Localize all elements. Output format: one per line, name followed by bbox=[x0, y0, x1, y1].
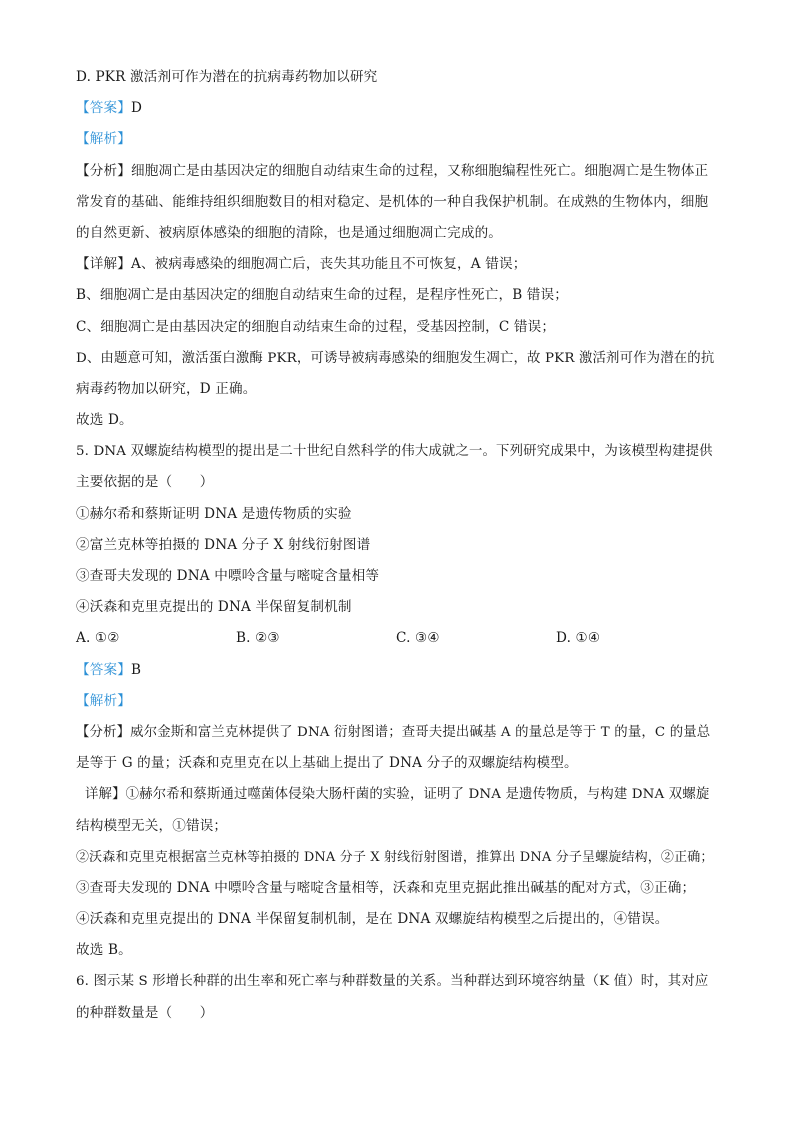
q5-option-b: B. ②③ bbox=[236, 630, 280, 647]
q4-option-d: D. PKR 激活剂可作为潜在的抗病毒药物加以研究 bbox=[76, 69, 378, 85]
q5-xiangjie-line: ③查哥夫发现的 DNA 中嘌呤含量与嘧啶含量相等，沃森和克里克据此推出碱基的配对方式，③正确； bbox=[76, 879, 696, 896]
q5-analysis-tag: 【解析】 bbox=[76, 692, 131, 709]
q5-item: ①赫尔希和蔡斯证明 DNA 是遗传物质的实验 bbox=[76, 505, 352, 522]
q5-item: ④沃森和克里克提出的 DNA 半保留复制机制 bbox=[76, 599, 352, 616]
q4-xiangjie-line: D、由题意可知，激活蛋白激酶 PKR，可诱导被病毒感染的细胞发生凋亡，故 PKR 激活剂可作为潜在的抗 bbox=[76, 350, 715, 366]
q5-answer bbox=[76, 655, 716, 686]
q5-option-c: C. ③④ bbox=[396, 630, 440, 647]
q5-xiangjie-line: 详解】①赫尔希和蔡斯通过噬菌体侵染大肠杆菌的实验，证明了 DNA 是遗传物质，与构建 DNA 双螺旋 bbox=[85, 787, 710, 803]
q4-conclusion: 故选 D。 bbox=[76, 412, 133, 429]
q4-fenxi-line: 常发育的基础、能维持组织细胞数目的相对稳定、是机体的一种自我保护机制。在成熟的生物体内，细胞 bbox=[76, 193, 709, 210]
document-page bbox=[76, 62, 716, 1029]
q5-item: ③查哥夫发现的 DNA 中嘌呤含量与嘧啶含量相等 bbox=[76, 568, 380, 584]
q4-xiangjie-line: 病毒药物加以研究，D 正确。 bbox=[76, 380, 257, 397]
answer-tag: 【答案】 bbox=[76, 661, 131, 678]
answer-value: D bbox=[130, 100, 143, 117]
q4-analysis-tag: 【解析】 bbox=[76, 131, 131, 148]
answer-value: B bbox=[130, 661, 142, 678]
q4-xiangjie-line: B、细胞凋亡是由基因决定的细胞自动结束生命的过程，是程序性死亡，B 错误； bbox=[76, 287, 569, 304]
q5-fenxi-line: 【分析】威尔金斯和富兰克林提供了 DNA 衍射图谱；查哥夫提出碱基 A 的量总是等于 T 的量，C 的量总 bbox=[76, 724, 711, 740]
q5-item: ②富兰克林等拍摄的 DNA 分子 X 射线衍射图谱 bbox=[76, 536, 371, 553]
q4-fenxi-line: 的自然更新、被病原体感染的细胞的清除，也是通过细胞凋亡完成的。 bbox=[76, 224, 503, 241]
q5-stem-line: 主要依据的是（ ） bbox=[76, 474, 214, 491]
q6-stem-line: 的种群数量是（ ） bbox=[76, 1004, 214, 1021]
q5-xiangjie-line: ②沃森和克里克根据富兰克林等拍摄的 DNA 分子 X 射线衍射图谱，推算出 DNA 分子呈螺旋结构，②正确； bbox=[76, 849, 714, 865]
q4-answer bbox=[76, 93, 716, 124]
q4-xiangjie-line: 【详解】A、被病毒感染的细胞凋亡后，丧失其功能且不可恢复，A 错误； bbox=[76, 256, 527, 273]
q5-options bbox=[76, 623, 716, 654]
q5-xiangjie-line: ④沃森和克里克提出的 DNA 半保留复制机制，是在 DNA 双螺旋结构模型之后提出的，④错误。 bbox=[76, 911, 669, 928]
q5-conclusion: 故选 B。 bbox=[76, 942, 132, 959]
q4-xiangjie-line: C、细胞凋亡是由基因决定的细胞自动结束生命的过程，受基因控制，C 错误； bbox=[76, 318, 556, 335]
q6-stem-line: 6. 图示某 S 形增长种群的出生率和死亡率与种群数量的关系。当种群达到环境容纳量（K 值）时，其对应 bbox=[76, 974, 709, 990]
answer-tag: 【答案】 bbox=[76, 100, 131, 117]
q5-option-a: A. ①② bbox=[76, 630, 120, 647]
q5-option-d: D. ①④ bbox=[556, 630, 601, 647]
q5-fenxi-line: 是等于 G 的量；沃森和克里克在以上基础上提出了 DNA 分子的双螺旋结构模型。 bbox=[76, 755, 578, 772]
q4-fenxi-line: 【分析】细胞凋亡是由基因决定的细胞自动结束生命的过程，又称细胞编程性死亡。细胞凋亡是生物体正 bbox=[76, 162, 709, 179]
q5-xiangjie-line: 结构模型无关，①错误； bbox=[76, 817, 228, 834]
q5-stem-line: 5. DNA 双螺旋结构模型的提出是二十世纪自然科学的伟大成就之一。下列研究成果中，为该模型构建提供 bbox=[76, 444, 713, 460]
